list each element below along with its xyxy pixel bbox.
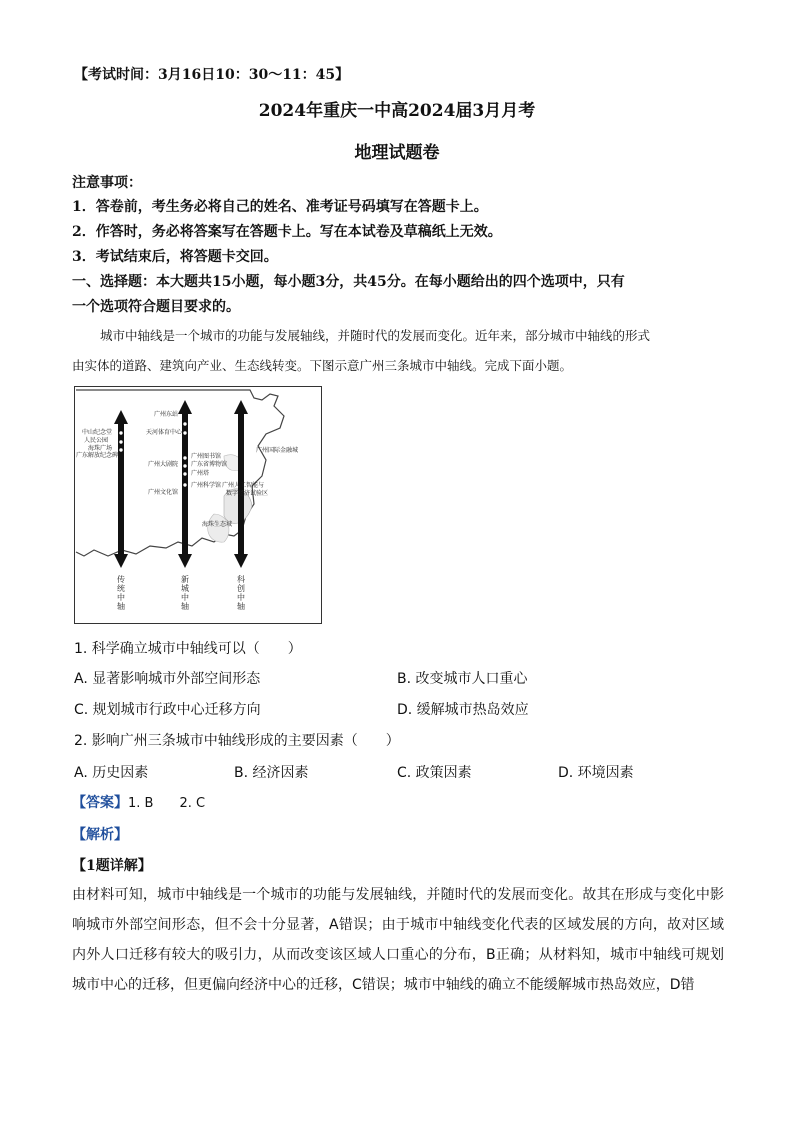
exam-title: 2024年重庆一中高2024届3月月考: [258, 101, 536, 121]
label-haizhu-square: 海珠广场: [88, 445, 113, 452]
svg-text:城: 城: [181, 584, 189, 593]
exam-time: 【考试时间：3月16日10：30～11：45】: [74, 67, 350, 83]
svg-text:科: 科: [237, 575, 245, 584]
label-tianhe-sports-center: 天河体育中心: [146, 429, 183, 436]
guangzhou-axis-map: [74, 386, 322, 624]
svg-text:创: 创: [237, 584, 245, 593]
axis-label-traditional: [117, 574, 125, 611]
svg-text:统: 统: [117, 584, 125, 593]
label-science-hall: 广州科学馆: [191, 482, 222, 489]
label-peoples-park: 人民公园: [84, 437, 109, 444]
analysis-text: 由材料可知，城市中轴线是一个城市的功能与发展轴线，并随时代的发展而变化。故其在形成与变化中影响城市外部空间形态，但不会十分显著，A错误；由于城市中轴线变化代表的区域发展的方向，故对区域内外人口迁移有较大的吸引力，从而改变该区域人口重心的分布，B正确；从材料知，城市中轴线可规划城市中心的迁移，但更偏向经济中心的迁移，C错误；城市中轴线的确立不能缓解城市热岛效应，D错: [72, 887, 724, 993]
svg-text:轴: 轴: [181, 602, 189, 611]
question-2-stem: 2. 影响广州三条城市中轴线形成的主要因素（ ）: [74, 733, 400, 749]
label-ai-zone-1: 广州人工智能与: [222, 482, 265, 489]
label-liberation-monument: 广东解放纪念碑: [76, 452, 119, 459]
notes-heading: 注意事项：: [72, 175, 142, 191]
detail-heading: 【1题详解】: [72, 858, 152, 874]
label-sun-yatsen-hall: 中山纪念堂: [82, 429, 113, 436]
question-1-stem: 1. 科学确立城市中轴线可以（ ）: [74, 641, 302, 657]
passage-line1: 城市中轴线是一个城市的功能与发展轴线，并随时代的发展而变化。近年来，部分城市中轴线的形式: [100, 328, 651, 343]
svg-text:新: 新: [181, 575, 189, 584]
answer-text: 1. B 2. C: [128, 796, 206, 811]
notes-item-2: 2．作答时，务必将答案写在答题卡上。写在本试卷及草稿纸上无效。: [72, 224, 502, 240]
label-library: 广州图书馆: [191, 453, 222, 460]
notes-item-3: 3．考试结束后，将答题卡交回。: [72, 249, 278, 265]
question-1-option-c: C. 规划城市行政中心迁移方向: [74, 702, 261, 718]
question-1-option-a: A. 显著影响城市外部空间形态: [74, 671, 261, 687]
label-ai-zone-2: 数字经济试验区: [226, 490, 269, 497]
answer-label: 【答案】: [72, 795, 128, 811]
svg-text:轴: 轴: [237, 602, 245, 611]
question-2-option-b: B. 经济因素: [234, 765, 309, 781]
analysis-label: 【解析】: [72, 827, 128, 843]
section-heading-line1: 一、选择题：本大题共15小题，每小题3分，共45分。在每小题给出的四个选项中，只有: [72, 274, 625, 290]
question-1-option-b: B. 改变城市人口重心: [397, 671, 528, 687]
map-svg: [74, 386, 322, 624]
label-intl-finance-city: 广州国际金融城: [256, 447, 299, 454]
question-2-option-a: A. 历史因素: [74, 765, 149, 781]
notes-item-1: 1．答卷前，考生务必将自己的姓名、准考证号码填写在答题卡上。: [72, 199, 488, 215]
question-2-option-d: D. 环境因素: [558, 765, 634, 781]
section-heading-line2: 一个选项符合题目要求的。: [72, 299, 240, 315]
label-museum: 广东省博物馆: [191, 461, 228, 468]
passage-line2: 由实体的道路、建筑向产业、生态线转变。下图示意广州三条城市中轴线。完成下面小题。: [72, 358, 573, 373]
answer-row: [72, 792, 205, 812]
label-guangzhou-east-station: 广州东站: [154, 411, 179, 418]
label-culture-hall: 广州文化馆: [148, 489, 179, 496]
axis-label-tech: [237, 574, 245, 611]
axis-label-new-city: [181, 574, 189, 611]
svg-text:中: 中: [117, 593, 125, 602]
svg-text:轴: 轴: [117, 602, 125, 611]
label-opera-house: 广州大剧院: [148, 461, 179, 468]
exam-subtitle: 地理试题卷: [354, 143, 440, 163]
label-haizhu-eco-city: 海珠生态城: [202, 521, 233, 528]
question-2-option-c: C. 政策因素: [397, 765, 472, 781]
question-1-option-d: D. 缓解城市热岛效应: [397, 702, 529, 718]
svg-text:中: 中: [181, 593, 189, 602]
svg-text:中: 中: [237, 593, 245, 602]
svg-text:传: 传: [117, 575, 125, 584]
label-canton-tower: 广州塔: [191, 470, 210, 477]
